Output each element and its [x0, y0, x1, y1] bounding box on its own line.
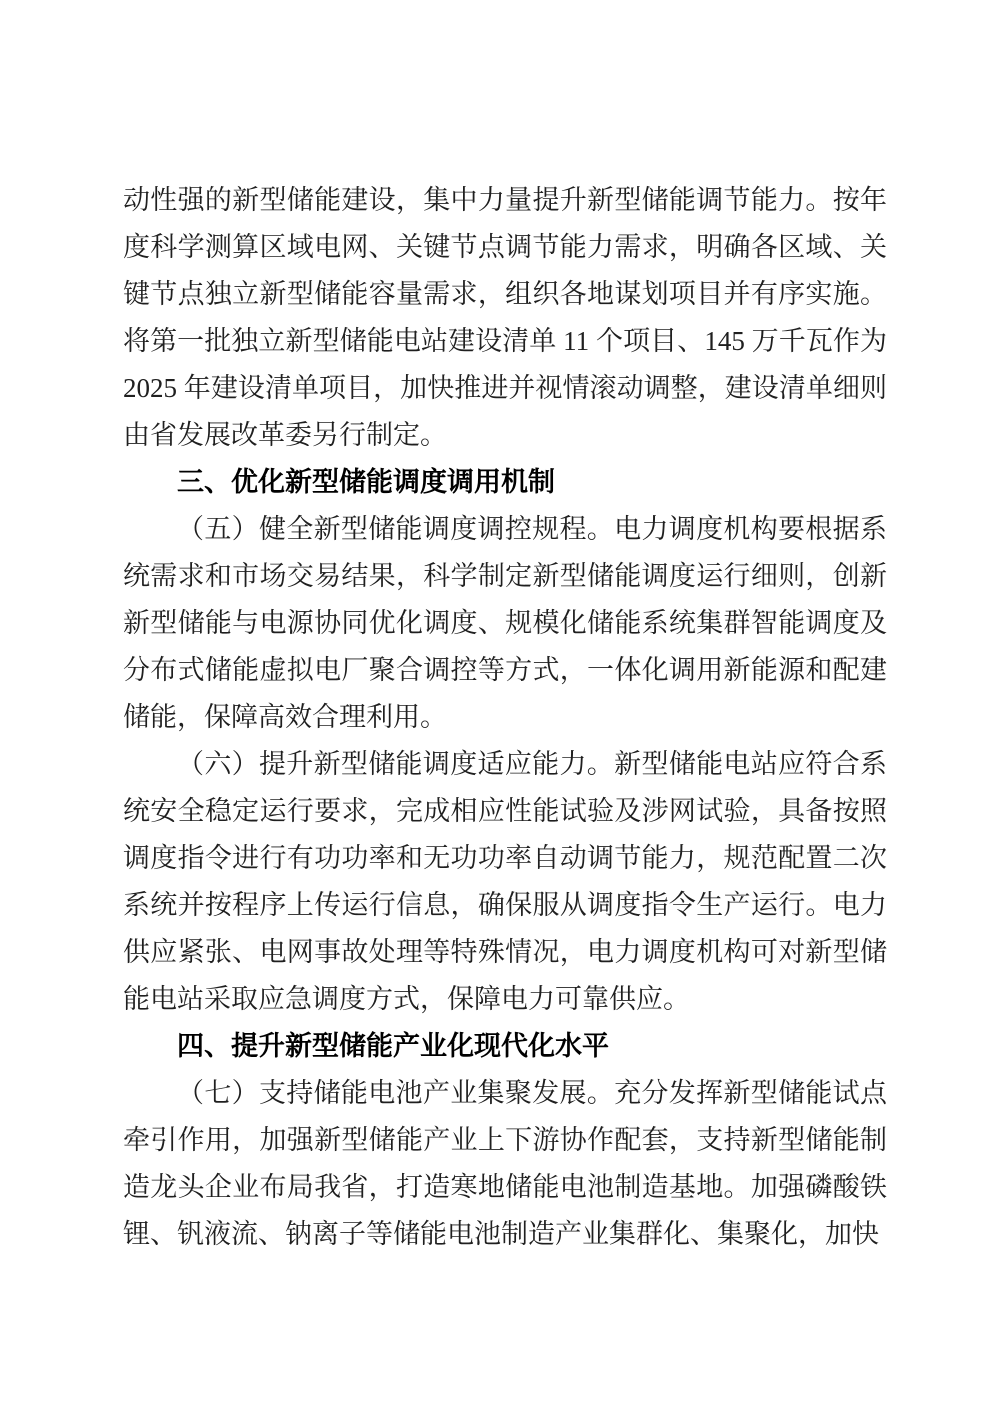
document-body	[123, 177, 887, 1258]
section-heading-four: 四、提升新型储能产业化现代化水平	[177, 1031, 609, 1061]
clause-five-body: 电力调度机构要根据系统需求和市场交易结果，科学制定新型储能调度运行细则，创新新型储能与电源协同优化调度、规模化储能系统集群智能调度及分布式储能虚拟电厂聚合调控等方式，一体化调用新能源和配建储能，保障高效合理利用。	[123, 514, 888, 732]
clause-five-lead: （五）健全新型储能调度调控规程。	[177, 514, 615, 545]
clause-five-paragraph	[123, 506, 887, 741]
clause-six-paragraph	[123, 741, 887, 1023]
section-heading-three: 三、优化新型储能调度调用机制	[177, 467, 555, 497]
clause-seven-paragraph	[123, 1070, 887, 1258]
clause-seven-body: 充分发挥新型储能试点牵引作用，加强新型储能产业上下游协作配套，支持新型储能制造龙头企业布局我省，打造寒地储能电池制造基地。加强磷酸铁锂、钒液流、钠离子等储能电池制造产业集群化、集聚化，加快	[123, 1078, 888, 1249]
clause-six-lead: （六）提升新型储能调度适应能力。	[177, 749, 615, 780]
clause-six-body: 新型储能电站应符合系统安全稳定运行要求，完成相应性能试验及涉网试验，具备按照调度指令进行有功功率和无功功率自动调节能力，规范配置二次系统并按程序上传运行信息，确保服从调度指令生产运行。电力供应紧张、电网事故处理等特殊情况，电力调度机构可对新型储能电站采取应急调度方式，保障电力可靠供应。	[123, 749, 888, 1014]
body-paragraph-continuation: 动性强的新型储能建设，集中力量提升新型储能调节能力。按年度科学测算区域电网、关键节点调节能力需求，明确各区域、关键节点独立新型储能容量需求，组织各地谋划项目并有序实施。将第一批独立新型储能电站建设清单 11 个项目、145 万千瓦作为 2025 年建设清单项目，加快推进并视情滚动调整，建设清单细则由省发展改革委另行制定。	[123, 185, 887, 450]
clause-seven-lead: （七）支持储能电池产业集聚发展。	[177, 1078, 615, 1109]
